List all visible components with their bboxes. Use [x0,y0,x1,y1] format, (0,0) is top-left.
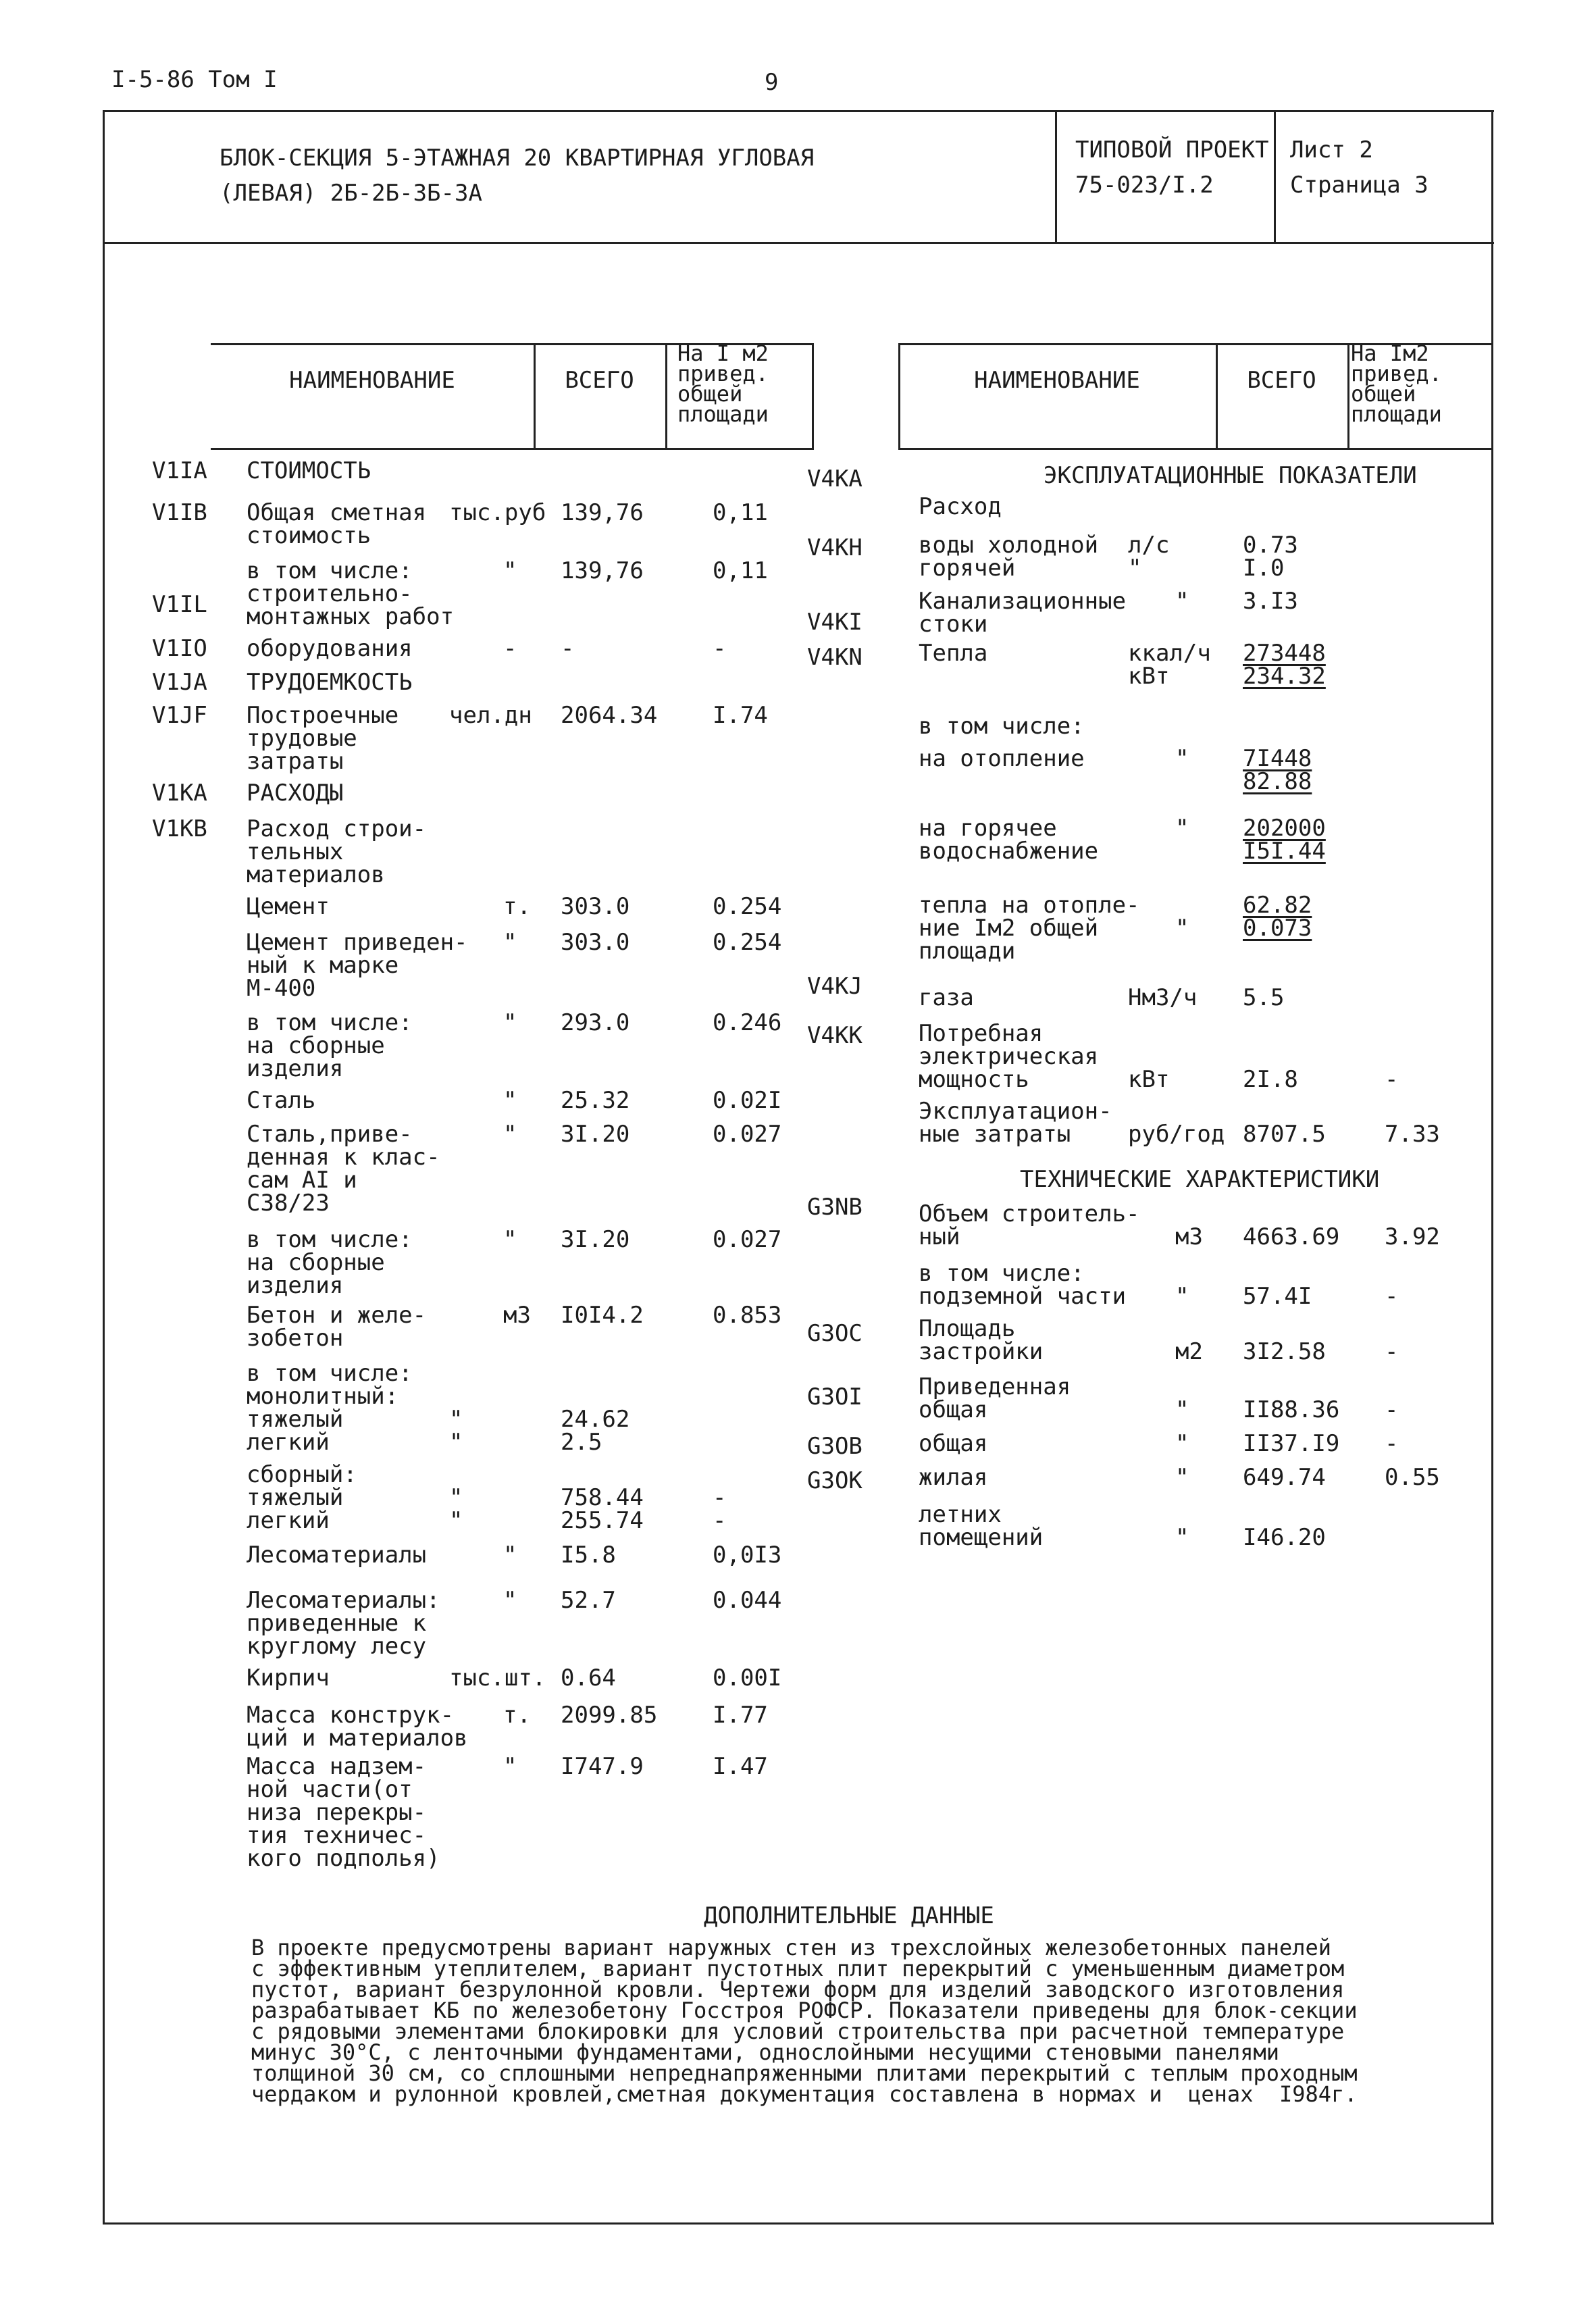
row-name: в том числе: строительно- монтажных работ [247,557,455,630]
row-per-m2: 3.92 [1385,1223,1440,1250]
row-per-m2: - [1385,1066,1399,1093]
page-border-left [103,110,105,2225]
row-name: РАСХОДЫ [247,780,344,807]
project-number: ТИПОВОЙ ПРОЕКТ 75-023/I.2 [1075,136,1269,199]
row-unit: " [503,1087,517,1114]
row-total: 8707.5 [1243,1121,1326,1148]
row-unit: т. [503,893,531,920]
row-per-m2: 0.00I [713,1664,782,1692]
indicator-code: V4KH [807,534,863,561]
document-code: I-5-86 Том I [111,66,278,93]
left-header-bottom [211,448,812,450]
row-unit: " [1175,915,1189,942]
right-header-div-1 [1216,343,1218,450]
left-header-per-m2: На I м2 привед. общей площади [677,340,769,427]
row-unit: " [1175,815,1189,842]
row-total: 3I.20 [561,1226,630,1253]
operational-heading: ЭКСПЛУАТАЦИОННЫЕ ПОКАЗАТЕЛИ [1044,462,1417,489]
right-header-div-2 [1347,343,1349,450]
row-name: ТРУДОЕМКОСТЬ [247,669,413,696]
row-name: Тепла [919,640,988,667]
row-name: Объем строитель- ный [919,1200,1140,1250]
row-name: газа [919,984,974,1011]
indicator-code: V4KA [807,465,863,492]
row-per-m2: 0.853 [713,1302,782,1329]
indicator-code: V4KN [807,644,863,671]
row-name: летних помещений [919,1501,1044,1551]
row-name: в том числе: подземной части [919,1260,1127,1310]
row-name: общая [919,1430,988,1457]
row-unit: " [503,1587,517,1614]
row-name: Расход [919,493,1002,520]
row-name: Приведенная общая [919,1373,1071,1423]
row-total: - [561,635,575,662]
left-header-div-2 [665,343,667,450]
row-per-m2: 0.044 [713,1587,782,1614]
row-unit: т. [503,1702,531,1729]
row-code: V1IA [152,457,207,484]
row-total: 4663.69 [1243,1223,1340,1250]
row-name: Расход строи- тельных материалов [247,815,427,888]
row-name: в том числе: на сборные изделия [247,1226,413,1299]
row-total: 0.73 I.0 [1243,532,1298,582]
row-unit: " [503,557,517,584]
row-total: 139,76 [561,557,644,584]
row-per-m2: I.77 [713,1702,768,1729]
row-unit: " [503,1226,517,1253]
row-total: 202000 I5I.44 [1243,815,1326,865]
row-name: на горячее водоснабжение [919,815,1099,865]
row-total: 0.64 [561,1664,616,1692]
row-total: 25.32 [561,1087,630,1114]
row-code: V1JF [152,702,207,729]
row-unit: " [503,1542,517,1569]
title-border-top [103,110,1494,112]
row-unit: " [503,929,517,956]
row-total: 3.I3 [1243,588,1298,615]
row-name: Лесоматериалы: приведенные к круглому лесу [247,1587,440,1660]
title-border-bottom [103,242,1494,244]
row-name: СТОИМОСТЬ [247,457,371,484]
left-header-name: НАИМЕНОВАНИЕ [289,367,455,394]
left-header-total: ВСЕГО [565,367,634,394]
row-unit: кВт [1128,1066,1170,1093]
row-unit: " [1175,588,1189,615]
title-divider-1 [1055,110,1057,244]
row-per-m2: - [1385,1430,1399,1457]
row-total: 2I.8 [1243,1066,1298,1093]
row-per-m2: 0,11 [713,499,768,526]
row-per-m2: I.47 [713,1753,768,1780]
row-unit: " [1175,745,1189,772]
row-unit: руб/год [1128,1121,1225,1148]
row-unit: " [1175,1283,1189,1310]
row-name: оборудования [247,635,413,662]
row-name: Потребная электрическая мощность [919,1020,1099,1093]
right-header-bottom [898,448,1493,450]
row-unit: тыс.руб [449,499,546,526]
right-header-name: НАИМЕНОВАНИЕ [974,367,1140,394]
row-name: Сталь,приве- денная к клас- сам АI и С38/23 [247,1121,440,1217]
row-code: V1IB [152,499,207,526]
row-per-m2: - [1385,1396,1399,1423]
row-name: Сталь [247,1087,316,1114]
row-total: 62.82 0.073 [1243,892,1312,942]
row-name: Кирпич [247,1664,330,1692]
row-name: сборный: тяжелый легкий [247,1461,357,1534]
row-unit: " [1175,1464,1189,1491]
row-per-m2: - [1385,1338,1399,1365]
row-total: 5.5 [1243,984,1285,1011]
row-total: 303.0 [561,929,630,956]
row-unit: " " [449,1484,463,1534]
title-name: БЛОК-СЕКЦИЯ 5-ЭТАЖНАЯ 20 КВАРТИРНАЯ УГЛОВАЯ (ЛЕВАЯ) 2Б-2Б-3Б-3А [220,145,815,207]
indicator-code: V1IL [152,591,207,618]
row-total: I747.9 [561,1753,644,1780]
row-name: Лесоматериалы [247,1542,427,1569]
row-code: V1JA [152,669,207,696]
indicator-code: G3OK [807,1467,863,1494]
row-unit: тыс.шт. [449,1664,546,1692]
row-total: I5.8 [561,1542,616,1569]
row-name: воды холодной горячей [919,532,1099,582]
row-unit: " [1175,1430,1189,1457]
page-border-bottom [103,2222,1494,2225]
row-per-m2: 0,0I3 [713,1542,782,1569]
row-per-m2: 0.02I [713,1087,782,1114]
row-total: I46.20 [1243,1524,1326,1551]
row-unit: " [503,1121,517,1148]
row-total: 649.74 [1243,1464,1326,1491]
row-per-m2: 0.254 [713,929,782,956]
sheet-info: Лист 2 Страница 3 [1290,136,1428,199]
row-per-m2: 7.33 [1385,1121,1440,1148]
indicator-code: G3OC [807,1320,863,1347]
indicator-code: G3OB [807,1433,863,1460]
row-name: Цемент приведен- ный к марке М-400 [247,929,468,1002]
row-per-m2: 0,11 [713,557,768,584]
row-name: на отопление [919,745,1085,772]
page-number: 9 [765,69,779,96]
row-total: 139,76 [561,499,644,526]
row-total: 24.62 2.5 [561,1406,630,1456]
row-name: Общая сметная стоимость [247,499,427,549]
row-per-m2: 0.55 [1385,1464,1440,1491]
row-total: 52.7 [561,1587,616,1614]
row-per-m2: - [1385,1283,1399,1310]
row-code: V1IO [152,635,207,662]
indicator-code: G3NB [807,1194,863,1221]
indicator-code: V4KI [807,609,863,636]
row-per-m2: 0.027 [713,1226,782,1253]
row-per-m2: 0.027 [713,1121,782,1148]
left-header-div-3 [812,343,814,450]
row-per-m2: 0.246 [713,1009,782,1036]
row-total: 303.0 [561,893,630,920]
row-name: Канализационные стоки [919,588,1127,638]
right-header-div-0 [898,343,900,450]
row-total: 2099.85 [561,1702,658,1729]
indicator-code: G3OI [807,1383,863,1410]
row-name: Цемент [247,893,330,920]
row-name: в том числе: [919,713,1085,740]
row-unit: м3 [503,1302,531,1329]
row-name: в том числе: на сборные изделия [247,1009,413,1082]
row-total: 57.4I [1243,1283,1312,1310]
row-total: 3I.20 [561,1121,630,1148]
row-total: II88.36 [1243,1396,1340,1423]
row-unit: - [503,635,517,662]
technical-heading: ТЕХНИЧЕСКИЕ ХАРАКТЕРИСТИКИ [1020,1166,1380,1193]
row-per-m2: - - [713,1484,727,1534]
row-unit: ккал/ч кВт [1128,640,1211,690]
row-total: 3I2.58 [1243,1338,1326,1365]
row-unit: " [1175,1396,1189,1423]
row-unit: л/с " [1128,532,1170,582]
row-total: 293.0 [561,1009,630,1036]
row-total: II37.I9 [1243,1430,1340,1457]
row-total: 2064.34 [561,702,658,729]
row-name: тепла на отопле- ние Iм2 общей площади [919,892,1140,965]
row-total: 273448 234.32 [1243,640,1326,690]
left-header-div-1 [534,343,536,450]
right-header-per-m2: На Iм2 привед. общей площади [1351,340,1442,427]
title-divider-2 [1274,110,1276,244]
row-total: I0I4.2 [561,1302,644,1329]
page-border-right [1491,244,1493,2225]
indicator-code: V4KJ [807,973,863,1000]
row-name: Эксплуатацион- ные затраты [919,1098,1112,1148]
row-total: 7I448 82.88 [1243,745,1312,795]
row-per-m2: - [713,635,727,662]
row-unit: м2 [1175,1338,1203,1365]
row-unit: " [1175,1524,1189,1551]
row-unit: м3 [1175,1223,1203,1250]
row-name: Бетон и желе- зобетон [247,1302,427,1352]
row-code: V1KB [152,815,207,842]
additional-heading: ДОПОЛНИТЕЛЬНЫЕ ДАННЫЕ [704,1902,994,1929]
row-per-m2: I.74 [713,702,768,729]
row-name: Построечные трудовые затраты [247,702,399,775]
row-name: жилая [919,1464,988,1491]
right-header-total: ВСЕГО [1247,367,1316,394]
row-unit: чел.дн [449,702,532,729]
row-name: Площадь застройки [919,1315,1044,1365]
row-unit: " [503,1753,517,1780]
row-code: V1KA [152,780,207,807]
title-border-right [1491,110,1493,244]
row-total: 758.44 255.74 [561,1484,644,1534]
row-unit: Нм3/ч [1128,984,1198,1011]
row-name: Масса надзем- ной части(от низа перекры- тия техничес- кого подполья) [247,1753,440,1872]
row-unit: " [503,1009,517,1036]
additional-text: В проекте предусмотрены вариант наружных стен из трехслойных железобетонных панелей с эффективным утеплителем, вариант пустотных плит перекрытий с уменьшенным диаметром пустот, вариант безрулонной кровли. Чертежи форм для изделий заводского изготовления разрабатывает КБ по железобетону Госстроя РОФСР. Показатели приведены для блок-секции с рядовыми элементами блокировки для условий строительства при расчетной температуре минус 30°С, с ленточными фундаментами, однослойными несущими стеновыми панелями толщиной 30 см, со сплошными непреднапряженными плитами перекрытий с теплым проходным чердаком и рулонной кровлей,сметная документация составлена в нормах и ценах I984г. [251,1935,1358,2107]
row-per-m2: 0.254 [713,893,782,920]
row-name: Масса конструк- ций и материалов [247,1702,468,1752]
row-name: в том числе: монолитный: тяжелый легкий [247,1360,413,1456]
row-unit: " " [449,1406,463,1456]
indicator-code: V4KK [807,1022,863,1049]
